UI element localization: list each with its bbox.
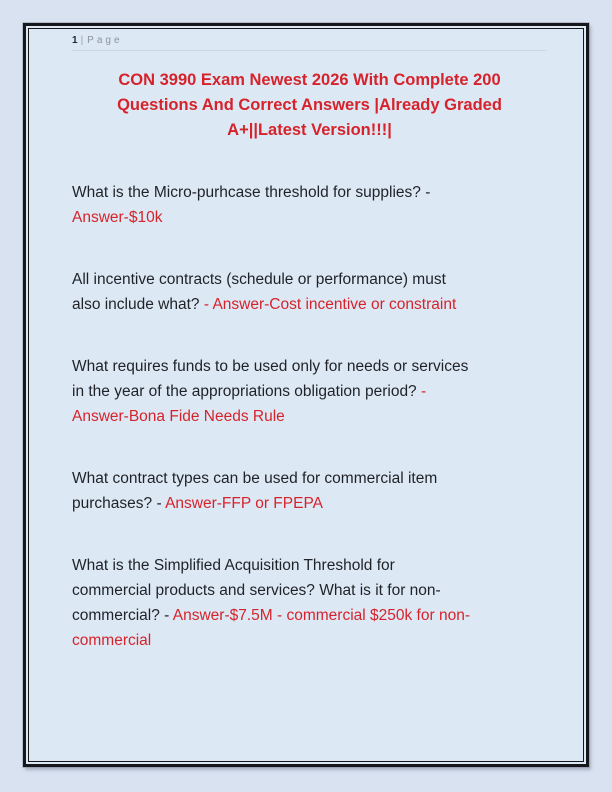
- page-number: 1: [72, 35, 78, 46]
- qa-paragraph: [72, 180, 547, 230]
- text-line: [72, 603, 547, 628]
- document-title: [72, 68, 547, 143]
- question-text: commercial? -: [72, 607, 173, 624]
- answer-text: Answer-Bona Fide Needs Rule: [72, 408, 285, 425]
- page-label: Page: [87, 35, 123, 46]
- answer-text: -: [421, 383, 427, 400]
- text-line: [72, 180, 547, 205]
- answer-text: Answer-FFP or FPEPA: [165, 495, 323, 512]
- document-page: [23, 23, 589, 767]
- answer-text: commercial: [72, 632, 152, 649]
- text-line: [72, 466, 547, 491]
- text-line: [72, 553, 547, 578]
- page-border-inner: [28, 28, 584, 762]
- text-line: [72, 628, 547, 653]
- question-text: What contract types can be used for commercial item: [72, 470, 438, 487]
- qa-paragraph: [72, 553, 547, 653]
- answer-text: - Answer-Cost incentive or constraint: [203, 296, 457, 313]
- question-text: What is the Simplified Acquisition Threshold for: [72, 557, 395, 574]
- question-text: What requires funds to be used only for needs or services: [72, 358, 469, 375]
- text-line: [72, 205, 547, 230]
- qa-paragraph: [72, 267, 547, 317]
- text-line: [72, 292, 547, 317]
- text-line: [72, 578, 547, 603]
- page-header: [72, 34, 547, 51]
- title-line: CON 3990 Exam Newest 2026 With Complete 200: [118, 71, 501, 89]
- qa-paragraph: [72, 354, 547, 429]
- qa-paragraph: [72, 466, 547, 516]
- answer-text: Answer-$10k: [72, 209, 163, 226]
- header-separator: |: [80, 35, 84, 46]
- question-text: What is the Micro-purhcase threshold for supplies? -: [72, 184, 431, 201]
- question-text: commercial products and services? What is it for non-: [72, 582, 441, 599]
- answer-text: Answer-$7.5M - commercial $250k for non-: [172, 607, 470, 624]
- question-text: purchases? -: [72, 495, 166, 512]
- text-line: [72, 379, 547, 404]
- title-line: Questions And Correct Answers |Already Graded: [117, 96, 502, 114]
- text-line: [72, 491, 547, 516]
- question-text: All incentive contracts (schedule or performance) must: [72, 271, 446, 288]
- question-text: in the year of the appropriations obligation period?: [72, 383, 421, 400]
- text-line: [72, 404, 547, 429]
- title-line: A+||Latest Version!!!|: [227, 121, 392, 139]
- text-line: [72, 267, 547, 292]
- qa-list: [72, 180, 547, 653]
- text-line: [72, 354, 547, 379]
- question-text: also include what?: [72, 296, 204, 313]
